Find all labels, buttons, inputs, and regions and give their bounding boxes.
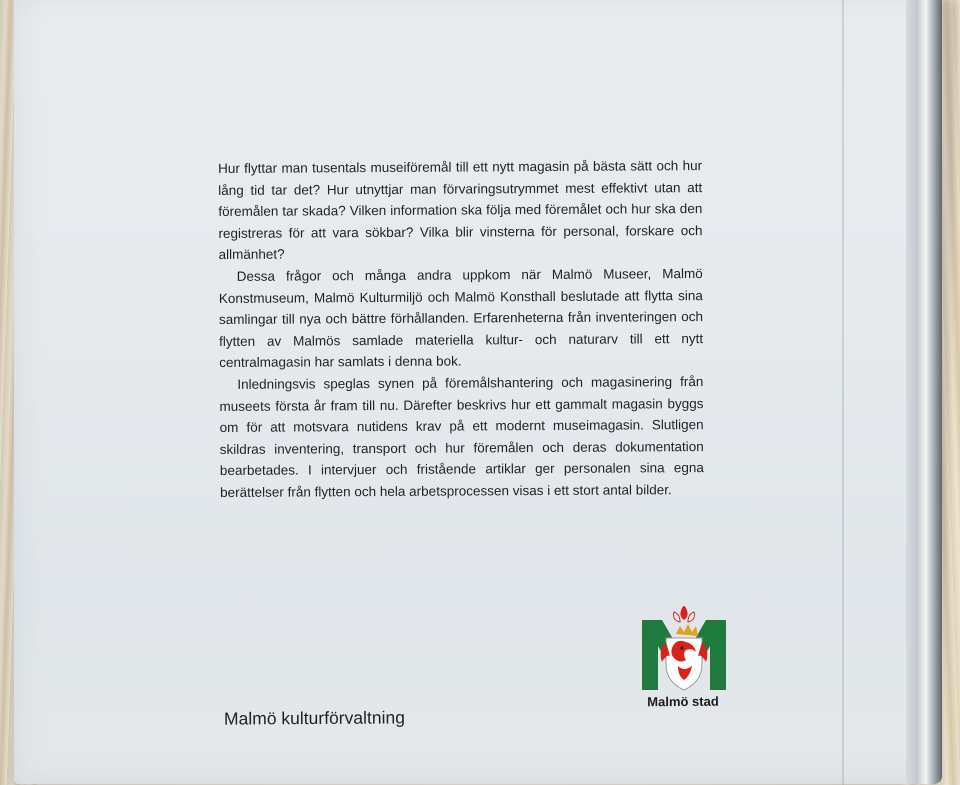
blurb-paragraph-3: Inledningsvis speglas synen på föremålshantering och magasinering från museets första år fram till nu. Därefter beskrivs hur ett gammalt magasin byggs om för att motsvara nutidens krav på ett modernt museimagasin. Slutligen skildras inventering, transport och hur föremålen och deras dokumentation bearbetades. I intervjuer och fristående artiklar ger personalen sina egna berättelser från flytten och hela arbetsprocessen visas i ett stort antal bilder. bbox=[219, 373, 704, 500]
blurb-paragraph-1: Hur flyttar man tusentals museiföremål till ett nytt magasin på bästa sätt och hur lång tid tar det? Hur utnyttjar man förvaringsutrymmet mest effektivt utan att föremålen tar skada? Vilken information ska följa med föremålet och hur ska den registreras för att vara sökbar? Vilka blir vinsterna för personal, forskare och allmänhet? bbox=[218, 158, 703, 263]
publisher-name: Malmö kulturförvaltning bbox=[223, 707, 405, 729]
cover-hinge-line bbox=[842, 0, 844, 785]
blurb-paragraph-2: Dessa frågor och många andra uppkom när Malmö Museer, Malmö Konstmuseum, Malmö Kulturmiljö och Malmö Konsthall beslutade att flytta sina samlingar till nya och bättre förhållanden. Erfarenheterna från inventeringen och flytten av Malmös samlade materiella kultur- och naturarv till ett nytt centralmagasin har samlats i denna bok. bbox=[218, 266, 704, 371]
malmo-stad-label: Malmö stad bbox=[647, 693, 719, 710]
book-edge bbox=[906, 0, 942, 784]
back-cover-blurb bbox=[218, 155, 704, 503]
